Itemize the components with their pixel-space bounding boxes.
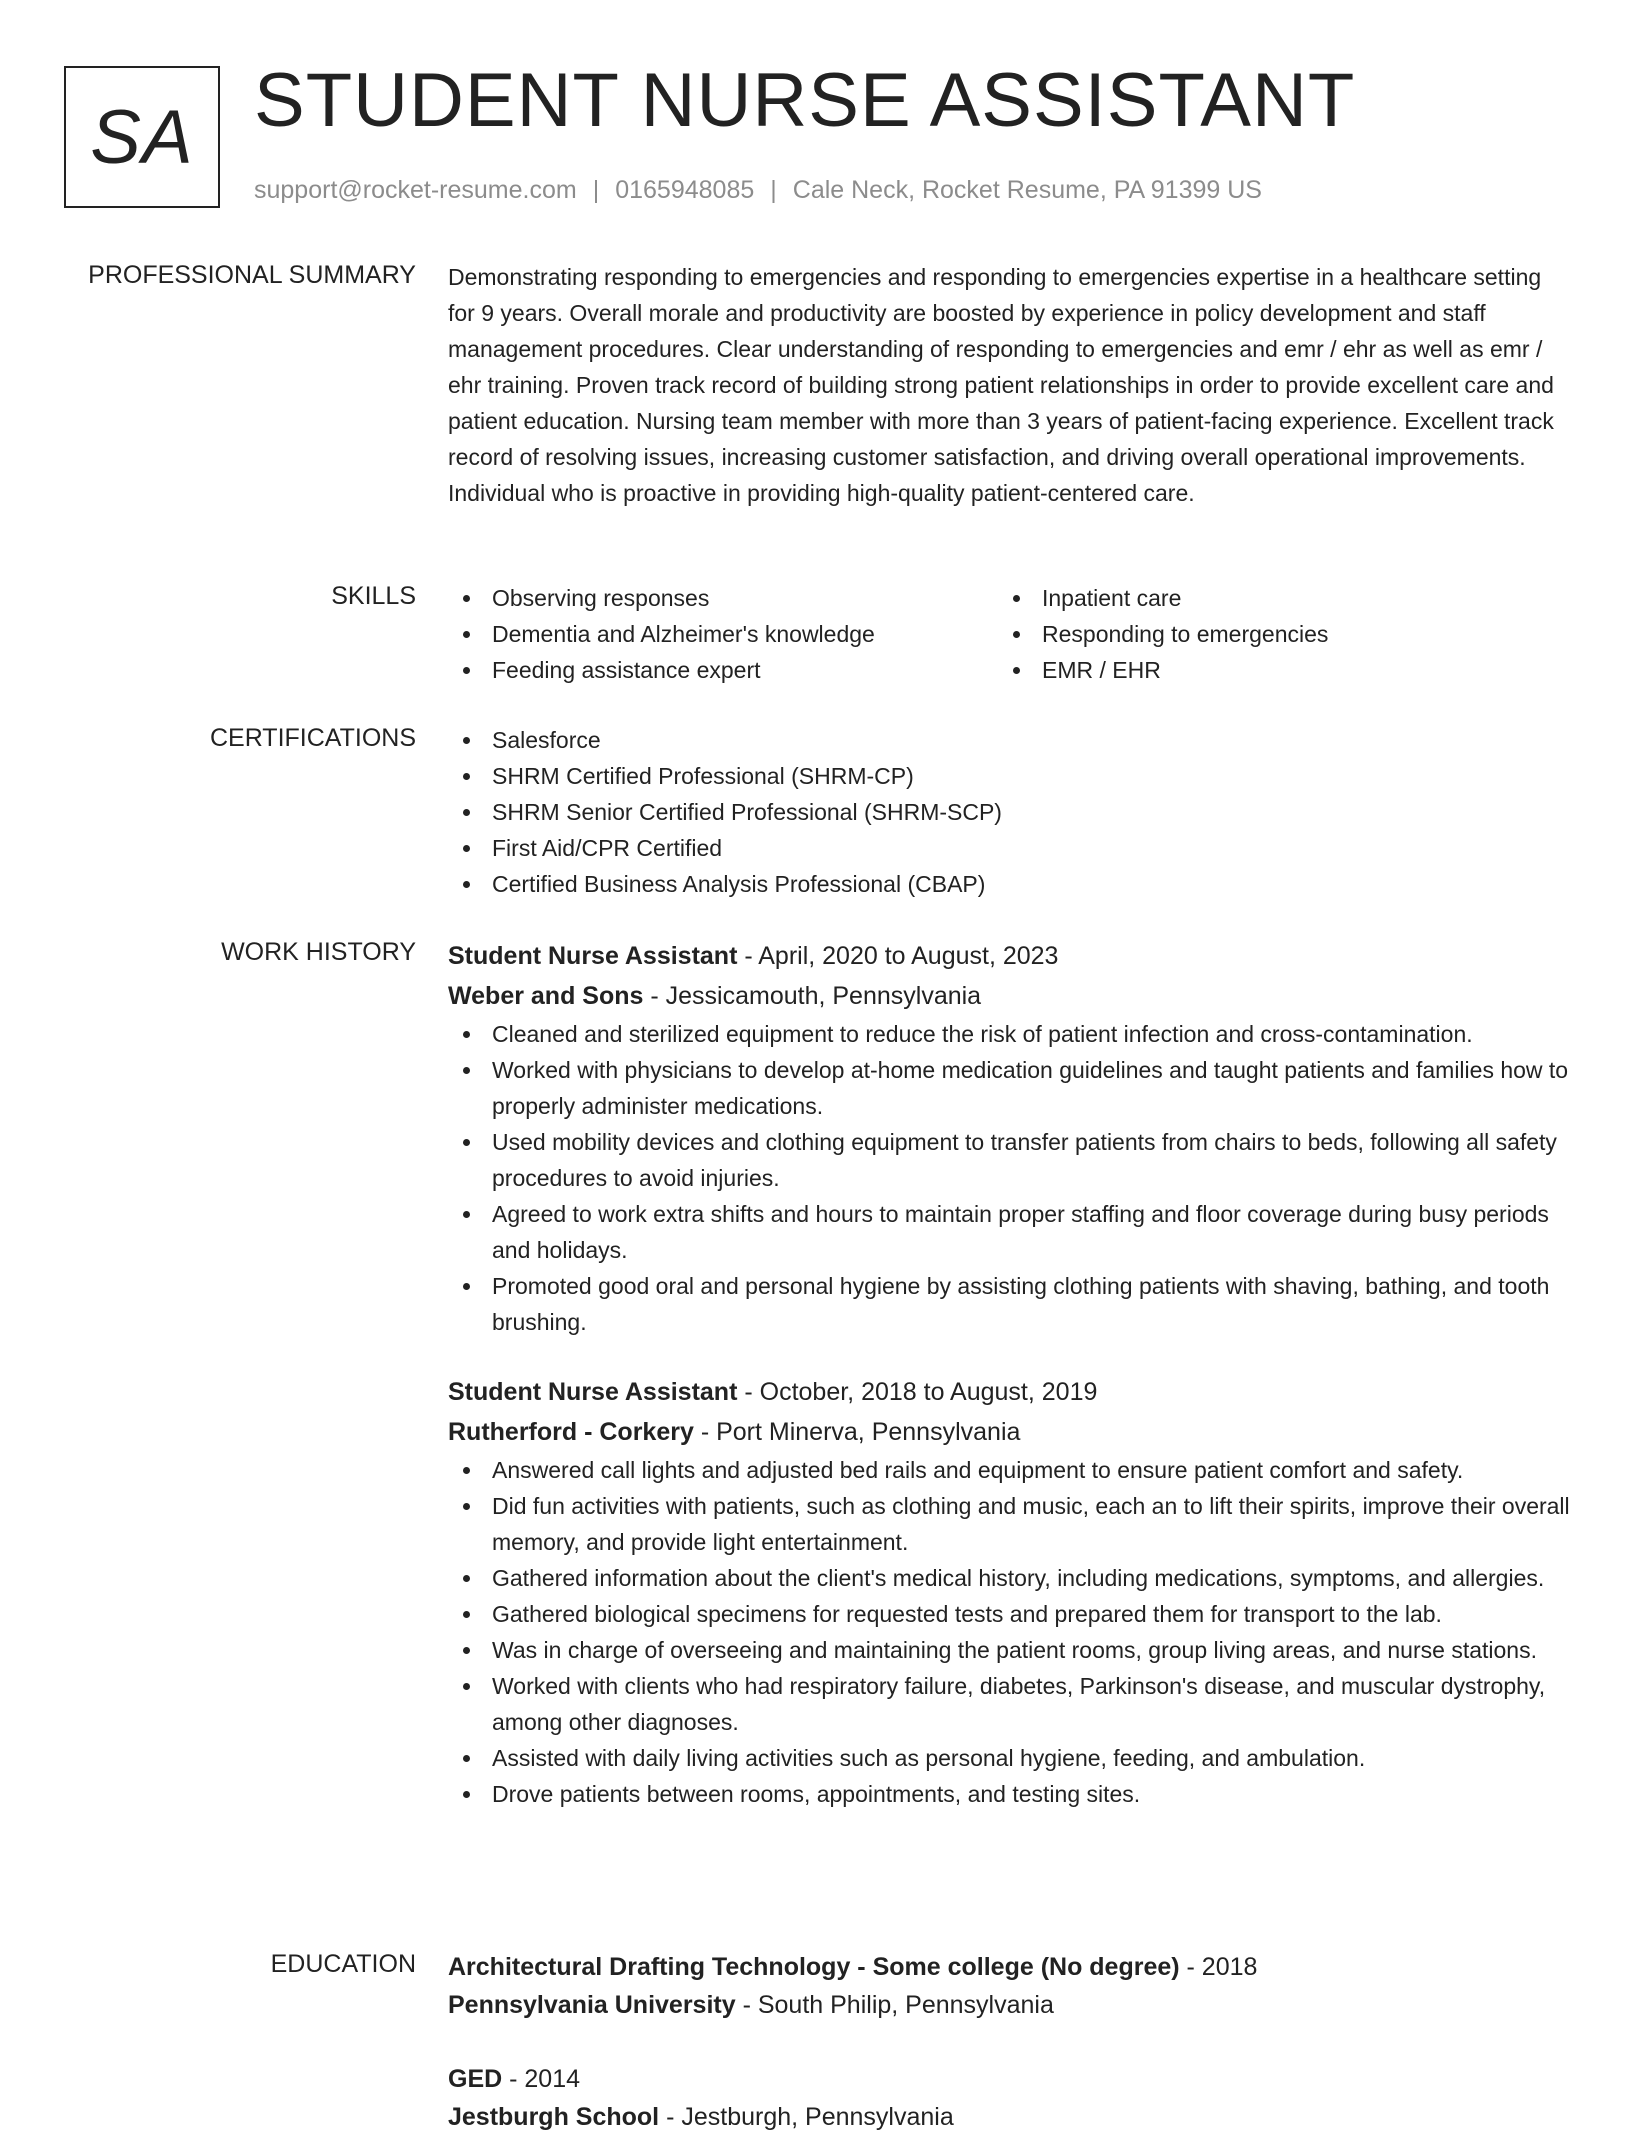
education-degree: GED: [448, 2065, 503, 2093]
list-item: Responding to emergencies: [998, 616, 1548, 652]
job-location: - Port Minerva, Pennsylvania: [693, 1418, 1021, 1446]
education-location: - South Philip, Pennsylvania: [735, 1991, 1054, 2019]
section-label-certifications: CERTIFICATIONS: [209, 724, 416, 752]
skills-list-left: [448, 580, 998, 688]
list-item: SHRM Senior Certified Professional (SHRM-SCP): [448, 794, 1570, 830]
contact-line: [254, 174, 1262, 206]
list-item: Promoted good oral and personal hygiene by assisting clothing patients with shaving, bathing, and tooth brushing.: [448, 1268, 1570, 1340]
job-title: Student Nurse Assistant: [448, 942, 738, 970]
job-title-line: [448, 1372, 1570, 1412]
certifications-list: [448, 722, 1570, 902]
job-title-line: [448, 936, 1570, 976]
address: Cale Neck, Rocket Resume, PA 91399 US: [792, 176, 1262, 204]
job-entry: [448, 936, 1570, 1340]
list-item: SHRM Certified Professional (SHRM-CP): [448, 758, 1570, 794]
list-item: Observing responses: [448, 580, 998, 616]
education-entry: [448, 2060, 1570, 2136]
summary-body: [448, 259, 1570, 511]
job-location: - Jessicamouth, Pennsylvania: [643, 982, 982, 1010]
list-item: Feeding assistance expert: [448, 652, 998, 688]
list-item: Worked with physicians to develop at-home medication guidelines and taught patients and families how to properly administer medications.: [448, 1052, 1570, 1124]
job-dates: - October, 2018 to August, 2019: [737, 1378, 1098, 1406]
list-item: Inpatient care: [998, 580, 1548, 616]
page-title: STUDENT NURSE ASSISTANT: [254, 58, 1356, 143]
list-item: Agreed to work extra shifts and hours to maintain proper staffing and floor coverage during busy periods and holidays.: [448, 1196, 1570, 1268]
job-company: Rutherford - Corkery: [448, 1418, 694, 1446]
job-bullet-list: [448, 1452, 1570, 1812]
section-label-work-history: WORK HISTORY: [221, 938, 416, 966]
list-item: Salesforce: [448, 722, 1570, 758]
education-year: - 2018: [1179, 1953, 1258, 1981]
list-item: Drove patients between rooms, appointments, and testing sites.: [448, 1776, 1570, 1812]
work-history-body: [448, 936, 1570, 1812]
job-company-line: [448, 1412, 1570, 1452]
summary-text: Demonstrating responding to emergencies and responding to emergencies expertise in a healthcare setting for 9 years. Overall morale and productivity are boosted by experience in policy development and staff management procedures. Clear understanding of responding to emergencies and emr / ehr as well as emr / ehr training. Proven track record of building strong patient relationships in order to provide excellent care and patient education. Nursing team member with more than 3 years of patient-facing experience. Excellent track record of resolving issues, increasing customer satisfaction, and driving overall operational improvements. Individual who is proactive in providing high-quality patient-centered care.: [448, 264, 1554, 506]
list-item: Answered call lights and adjusted bed rails and equipment to ensure patient comfort and safety.: [448, 1452, 1570, 1488]
education-location: - Jestburgh, Pennsylvania: [659, 2103, 954, 2131]
list-item: Assisted with daily living activities such as personal hygiene, feeding, and ambulation.: [448, 1740, 1570, 1776]
list-item: Certified Business Analysis Professional (CBAP): [448, 866, 1570, 902]
contact-separator: |: [592, 176, 600, 204]
phone-number[interactable]: 0165948085: [615, 176, 755, 204]
education-school-line: [448, 2098, 1570, 2136]
job-title: Student Nurse Assistant: [448, 1378, 738, 1406]
education-degree-line: [448, 1948, 1570, 1986]
section-label-skills: SKILLS: [331, 582, 416, 610]
contact-separator: |: [770, 176, 777, 204]
education-degree: Architectural Drafting Technology - Some college (No degree): [448, 1953, 1180, 1981]
job-company-line: [448, 976, 1570, 1016]
job-bullet-list: [448, 1016, 1570, 1340]
list-item: Dementia and Alzheimer's knowledge: [448, 616, 998, 652]
job-company: Weber and Sons: [448, 982, 644, 1010]
monogram-logo: SA: [64, 66, 220, 208]
skills-list-right: [998, 580, 1548, 688]
job-dates: - April, 2020 to August, 2023: [737, 942, 1059, 970]
education-body: [448, 1948, 1570, 2136]
education-entry: [448, 1948, 1570, 2024]
education-school: Jestburgh School: [448, 2103, 660, 2131]
skills-body: [448, 580, 1570, 688]
list-item: Gathered information about the client's medical history, including medications, symptoms, and allergies.: [448, 1560, 1570, 1596]
education-school-line: [448, 1986, 1570, 2024]
list-item: EMR / EHR: [998, 652, 1548, 688]
section-label-summary: PROFESSIONAL SUMMARY: [88, 261, 416, 289]
education-school: Pennsylvania University: [448, 1991, 736, 2019]
education-year: - 2014: [502, 2065, 581, 2093]
list-item: Gathered biological specimens for requested tests and prepared them for transport to the lab.: [448, 1596, 1570, 1632]
list-item: Worked with clients who had respiratory failure, diabetes, Parkinson's disease, and muscular dystrophy, among other diagnoses.: [448, 1668, 1570, 1740]
list-item: Did fun activities with patients, such as clothing and music, each an to lift their spirits, improve their overall memory, and provide light entertainment.: [448, 1488, 1570, 1560]
education-degree-line: [448, 2060, 1570, 2098]
list-item: Was in charge of overseeing and maintaining the patient rooms, group living areas, and nurse stations.: [448, 1632, 1570, 1668]
section-label-education: EDUCATION: [270, 1950, 416, 1978]
certifications-body: [448, 722, 1570, 902]
email-link[interactable]: support@rocket-resume.com: [254, 176, 577, 204]
job-entry: [448, 1372, 1570, 1812]
list-item: Used mobility devices and clothing equipment to transfer patients from chairs to beds, following all safety procedures to avoid injuries.: [448, 1124, 1570, 1196]
list-item: Cleaned and sterilized equipment to reduce the risk of patient infection and cross-contamination.: [448, 1016, 1570, 1052]
list-item: First Aid/CPR Certified: [448, 830, 1570, 866]
